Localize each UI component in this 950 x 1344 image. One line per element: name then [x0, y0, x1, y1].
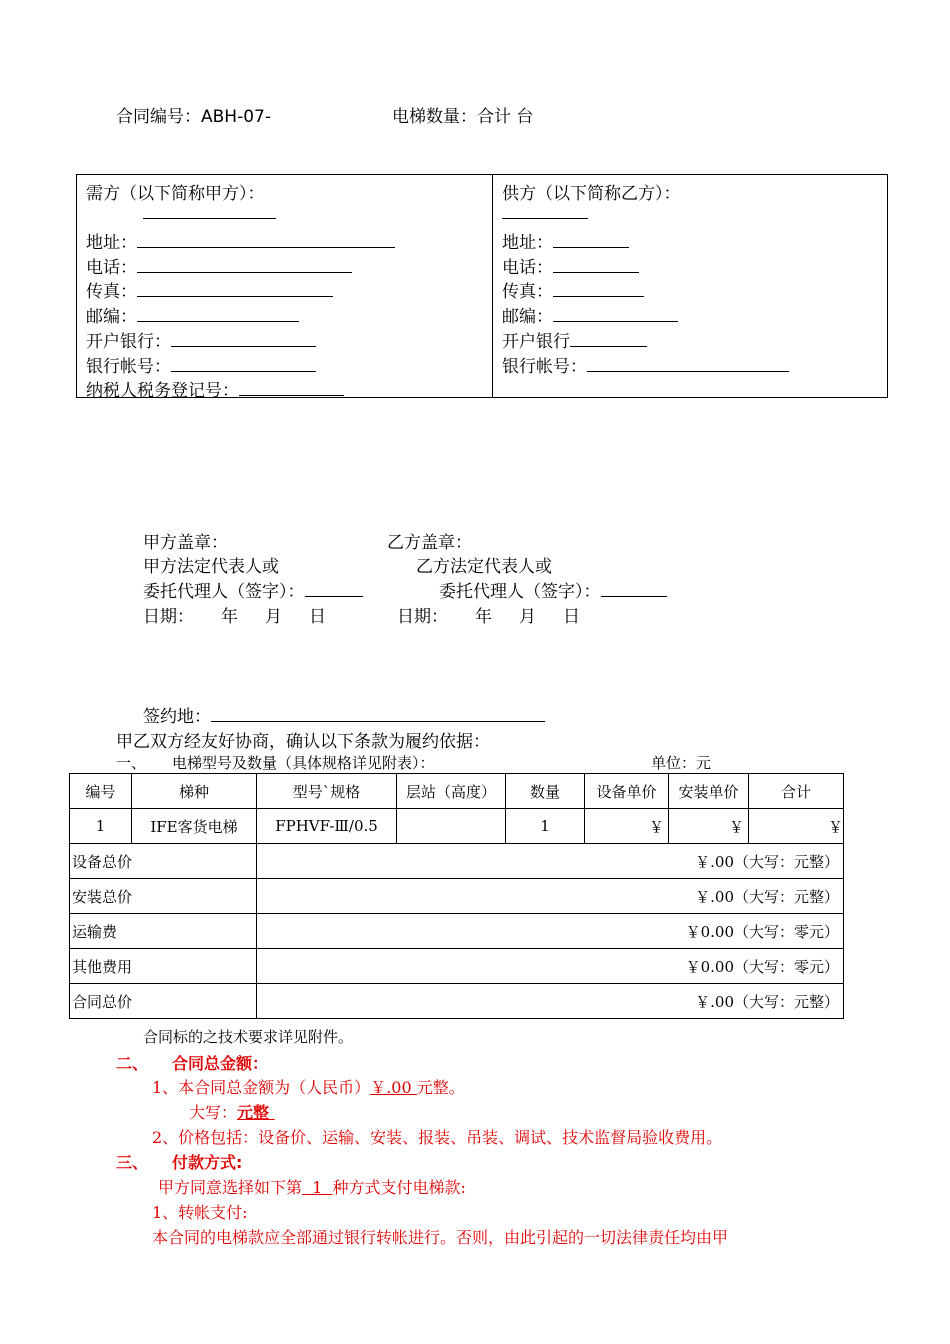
summary-row	[70, 844, 844, 879]
header-cell: 合计	[749, 774, 844, 809]
section3-number: 三、	[116, 1153, 149, 1172]
supplier-title: 供方（以下简称乙方）：	[502, 184, 681, 204]
choose-value: 1	[302, 1178, 333, 1197]
section2-number: 二、	[116, 1054, 149, 1073]
section3-choose	[158, 1175, 466, 1198]
elevator-table	[69, 773, 844, 1019]
supplier-fax-blank[interactable]	[553, 281, 644, 297]
party-b-seal: 乙方盖章：	[387, 533, 472, 553]
buyer-title: 需方（以下简称甲方）：	[86, 184, 265, 204]
supplier-account	[502, 352, 789, 377]
party-b-agent-blank[interactable]	[601, 581, 667, 597]
buyer-account-blank[interactable]	[171, 356, 316, 372]
summary-label: 运输费	[70, 914, 257, 949]
summary-value: ￥.00（大写：元整）	[257, 984, 844, 1019]
item1-prefix: 1、本合同总金额为（人民币）	[152, 1078, 371, 1097]
parties-divider	[492, 175, 493, 397]
tech-note: 合同标的之技术要求详见附件。	[143, 1028, 354, 1046]
summary-label: 安装总价	[70, 879, 257, 914]
choose-prefix: 甲方同意选择如下第	[158, 1178, 303, 1197]
supplier-name-blank[interactable]	[502, 203, 588, 224]
buyer-tax-id	[86, 376, 344, 401]
elevator-quantity: 电梯数量：合计 台	[392, 107, 534, 127]
section2-upper	[189, 1100, 275, 1123]
row-cell: FPHVF-Ⅲ/0.5	[257, 809, 397, 844]
row-cell	[397, 809, 506, 844]
summary-label: 其他费用	[70, 949, 257, 984]
buyer-postcode-blank[interactable]	[137, 306, 299, 322]
row-cell: 1	[70, 809, 132, 844]
summary-value: ￥.00（大写：元整）	[257, 844, 844, 879]
section3-item1: 1、转帐支付:	[152, 1203, 248, 1222]
buyer-address-blank[interactable]	[137, 232, 395, 248]
supplier-account-label: 银行帐号：	[502, 357, 587, 377]
party-b-representative: 乙方法定代表人或	[416, 557, 552, 577]
buyer-address	[86, 228, 395, 253]
upper-value: 元整	[237, 1103, 275, 1122]
row-cell: ￥	[585, 809, 669, 844]
buyer-fax-label: 传真：	[86, 282, 137, 302]
summary-row	[70, 879, 844, 914]
summary-label: 合同总价	[70, 984, 257, 1019]
supplier-address	[502, 228, 629, 253]
party-a-seal: 甲方盖章：	[143, 533, 228, 553]
section1-title: 电梯型号及数量（具体规格详见附表）：	[172, 754, 435, 772]
row-cell: ￥	[749, 809, 844, 844]
supplier-bank-label: 开户银行	[502, 332, 570, 352]
contract-number: 合同编号：ABH-07-	[116, 107, 271, 127]
party-a-agent-label: 委托代理人（签字）：	[143, 582, 305, 602]
party-a-representative: 甲方法定代表人或	[143, 557, 279, 577]
supplier-postcode-label: 邮编：	[502, 307, 553, 327]
supplier-bank-blank[interactable]	[570, 331, 647, 347]
buyer-phone	[86, 253, 352, 278]
section2-title: 合同总金额：	[172, 1054, 269, 1073]
buyer-bank-blank[interactable]	[171, 331, 316, 347]
header-cell: 数量	[506, 774, 585, 809]
buyer-bank	[86, 327, 316, 352]
unit-label: 单位：元	[651, 754, 712, 772]
supplier-phone-blank[interactable]	[553, 257, 639, 273]
buyer-name-blank[interactable]	[143, 203, 276, 224]
buyer-phone-label: 电话：	[86, 258, 137, 278]
intro-text: 甲乙双方经友好协商，确认以下条款为履约依据：	[116, 732, 490, 752]
party-a-agent	[143, 577, 363, 602]
supplier-address-blank[interactable]	[553, 232, 629, 248]
header-cell: 层站（高度）	[397, 774, 506, 809]
supplier-postcode-blank[interactable]	[553, 306, 678, 322]
supplier-phone-label: 电话：	[502, 258, 553, 278]
buyer-account-label: 银行帐号：	[86, 357, 171, 377]
supplier-bank	[502, 327, 647, 352]
party-a-agent-blank[interactable]	[305, 581, 363, 597]
row-cell: ￥	[669, 809, 749, 844]
header-cell: 梯种	[132, 774, 257, 809]
party-b-date: 日期： 年 月 日	[397, 607, 581, 627]
buyer-fax-blank[interactable]	[137, 281, 333, 297]
row-cell: 1	[506, 809, 585, 844]
summary-value: ￥0.00（大写：零元）	[257, 949, 844, 984]
buyer-bank-label: 开户银行：	[86, 332, 171, 352]
choose-suffix: 种方式支付电梯款:	[332, 1178, 466, 1197]
supplier-fax-label: 传真：	[502, 282, 553, 302]
sign-place-blank[interactable]	[211, 706, 545, 722]
buyer-address-label: 地址：	[86, 233, 137, 253]
supplier-address-label: 地址：	[502, 233, 553, 253]
buyer-fax	[86, 277, 333, 302]
item1-suffix: 元整。	[416, 1078, 465, 1097]
table-row	[70, 809, 844, 844]
party-a-date: 日期： 年 月 日	[143, 607, 327, 627]
total-amount: ￥.00	[370, 1078, 417, 1097]
supplier-postcode	[502, 302, 678, 327]
summary-label: 设备总价	[70, 844, 257, 879]
section2-item2: 2、价格包括：设备价、运输、安装、报装、吊装、调试、技术监督局验收费用。	[152, 1128, 723, 1147]
summary-value: ￥0.00（大写：零元）	[257, 914, 844, 949]
row-cell: IFE客货电梯	[132, 809, 257, 844]
party-b-agent-label: 委托代理人（签字）：	[439, 582, 601, 602]
supplier-account-blank[interactable]	[587, 356, 789, 372]
buyer-tax-id-label: 纳税人税务登记号：	[86, 381, 239, 401]
upper-prefix: 大写：	[189, 1103, 238, 1122]
sign-place-label: 签约地：	[143, 707, 211, 727]
supplier-fax	[502, 277, 644, 302]
buyer-account	[86, 352, 316, 377]
summary-row	[70, 984, 844, 1019]
buyer-postcode	[86, 302, 299, 327]
section3-title: 付款方式:	[172, 1153, 243, 1172]
summary-row	[70, 914, 844, 949]
party-b-agent	[439, 577, 667, 602]
section2-item1	[152, 1075, 465, 1098]
section1-number: 一、	[116, 754, 147, 772]
section3-text: 本合同的电梯款应全部通过银行转帐进行。否则，由此引起的一切法律责任均由甲	[152, 1228, 729, 1247]
parties-box	[76, 174, 888, 401]
header-cell: 设备单价	[585, 774, 669, 809]
summary-row	[70, 949, 844, 984]
header-cell: 安装单价	[669, 774, 749, 809]
header-cell: 型号`规格	[257, 774, 397, 809]
buyer-phone-blank[interactable]	[137, 257, 352, 273]
buyer-postcode-label: 邮编：	[86, 307, 137, 327]
table-header-row	[70, 774, 844, 809]
buyer-tax-id-blank[interactable]	[239, 380, 344, 396]
header-cell: 编号	[70, 774, 132, 809]
summary-value: ￥.00（大写：元整）	[257, 879, 844, 914]
sign-place	[143, 702, 545, 727]
supplier-phone	[502, 253, 639, 278]
